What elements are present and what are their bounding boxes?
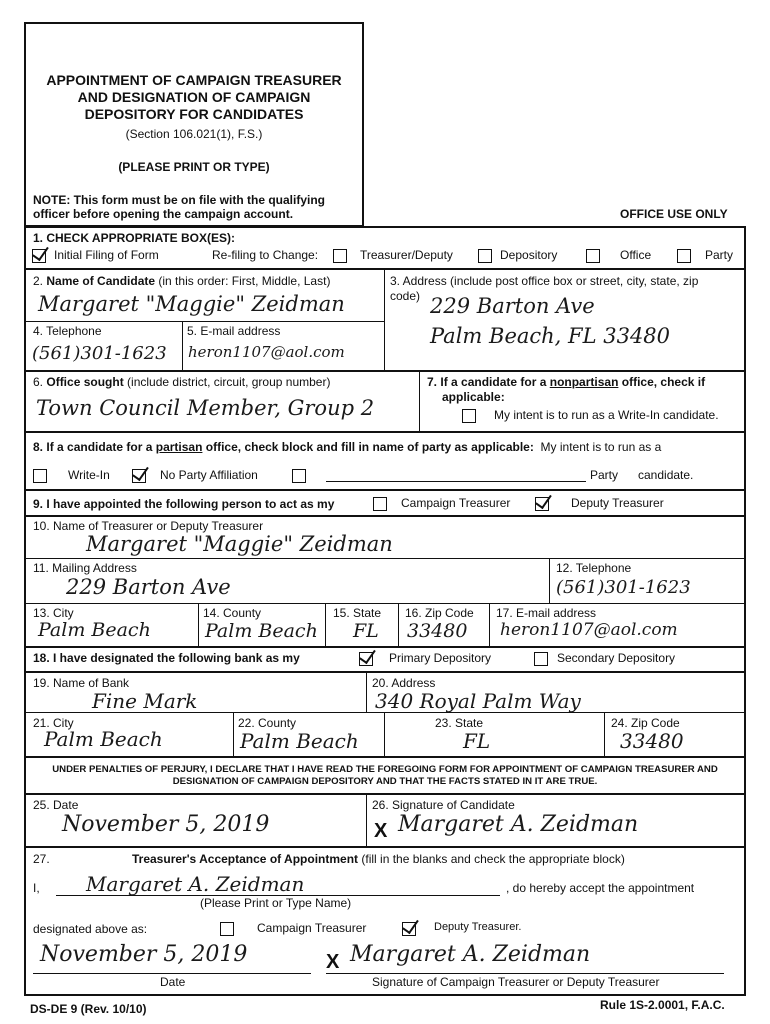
treasurer-state-field[interactable]: FL bbox=[353, 620, 379, 642]
initial-filing-checkbox[interactable] bbox=[32, 249, 46, 263]
candidate-address-line1[interactable]: 229 Barton Ave bbox=[430, 294, 595, 318]
print-note: (PLEASE PRINT OR TYPE) bbox=[118, 160, 270, 174]
title-line-1: APPOINTMENT OF CAMPAIGN TREASURER bbox=[46, 72, 342, 88]
depository-label: Depository bbox=[500, 248, 558, 262]
s27-num: 27. bbox=[33, 852, 50, 866]
s27-accept-text: , do hereby accept the appointment bbox=[506, 881, 695, 895]
s1-label: 1. CHECK APPROPRIATE BOX(ES): bbox=[33, 231, 236, 245]
secondary-depository-label: Secondary Depository bbox=[557, 651, 676, 665]
perjury-statement bbox=[24, 764, 746, 788]
s27-sig-caption: Signature of Campaign Treasurer or Deputy Treasurer bbox=[372, 975, 660, 989]
party-name-checkbox[interactable] bbox=[292, 469, 306, 483]
s7-label: 7. If a candidate for a nonpartisan office, check if bbox=[427, 375, 706, 389]
s24-label: 24. Zip Code bbox=[611, 716, 680, 730]
accept-deputy-treasurer-checkbox[interactable] bbox=[402, 922, 416, 936]
initial-filing-label: Initial Filing of Form bbox=[54, 248, 159, 262]
npa-label: No Party Affiliation bbox=[160, 468, 258, 482]
office-sought-field[interactable]: Town Council Member, Group 2 bbox=[36, 396, 375, 420]
office-label: Office bbox=[620, 248, 652, 262]
acceptor-sign-mark: X bbox=[326, 951, 340, 973]
candidate-word: candidate. bbox=[638, 468, 694, 482]
deputy-treasurer-checkbox[interactable] bbox=[535, 497, 549, 511]
primary-depository-checkbox[interactable] bbox=[359, 652, 373, 666]
statute-reference: (Section 106.021(1), F.S.) bbox=[125, 127, 263, 141]
candidate-date-field[interactable]: November 5, 2019 bbox=[62, 812, 270, 837]
s20-label: 20. Address bbox=[372, 676, 436, 690]
s16-label: 16. Zip Code bbox=[405, 606, 474, 620]
nonpartisan-writein-checkbox[interactable] bbox=[462, 409, 476, 423]
rule-reference: Rule 1S-2.0001, F.A.C. bbox=[600, 998, 725, 1012]
candidate-telephone-field[interactable]: (561)301-1623 bbox=[32, 343, 167, 364]
npa-checkbox[interactable] bbox=[132, 469, 146, 483]
office-checkbox[interactable] bbox=[586, 249, 600, 263]
partisan-writein-checkbox[interactable] bbox=[33, 469, 47, 483]
s11-label: 11. Mailing Address bbox=[33, 561, 137, 575]
perjury-line-2: DESIGNATION OF CAMPAIGN DEPOSITORY AND THAT THE FACTS STATED IN IT ARE TRUE. bbox=[172, 776, 598, 787]
nonpartisan-writein-label: My intent is to run as a Write-In candidate. bbox=[494, 408, 719, 422]
campaign-treasurer-label: Campaign Treasurer bbox=[401, 496, 511, 510]
s7-label-line2: applicable: bbox=[442, 390, 505, 404]
s3-label-line2: code) bbox=[390, 289, 421, 303]
s2-label: 2. Name of Candidate (in this order: First, Middle, Last) bbox=[33, 274, 331, 288]
party-name-line[interactable] bbox=[326, 481, 586, 482]
treasurer-deputy-checkbox[interactable] bbox=[333, 249, 347, 263]
s15-label: 15. State bbox=[333, 606, 382, 620]
bank-name-field[interactable]: Fine Mark bbox=[92, 689, 198, 713]
refiling-label: Re-filing to Change: bbox=[212, 248, 319, 262]
bank-address-field[interactable]: 340 Royal Palm Way bbox=[375, 689, 581, 713]
bank-county-field[interactable]: Palm Beach bbox=[240, 729, 359, 753]
party-label: Party bbox=[705, 248, 734, 262]
treasurer-deputy-label: Treasurer/Deputy bbox=[360, 248, 453, 262]
s14-label: 14. County bbox=[203, 606, 262, 620]
acceptor-date-field[interactable]: November 5, 2019 bbox=[40, 942, 248, 967]
partisan-writein-label: Write-In bbox=[68, 468, 110, 482]
candidate-sign-mark: X bbox=[374, 820, 388, 842]
perjury-line-1: UNDER PENALTIES OF PERJURY, I DECLARE THAT I HAVE READ THE FOREGOING FORM FOR APPOINTMENT OF CAMPAIGN TREASURER AND bbox=[52, 764, 718, 775]
party-word: Party bbox=[590, 468, 619, 482]
acceptor-signature[interactable]: Margaret A. Zeidman bbox=[350, 942, 591, 967]
s25-label: 25. Date bbox=[33, 798, 79, 812]
s4-label: 4. Telephone bbox=[33, 324, 102, 338]
acceptor-name-field[interactable]: Margaret A. Zeidman bbox=[86, 872, 305, 896]
s22-label: 22. County bbox=[238, 716, 297, 730]
secondary-depository-checkbox[interactable] bbox=[534, 652, 548, 666]
s23-label: 23. State bbox=[435, 716, 484, 730]
party-checkbox[interactable] bbox=[677, 249, 691, 263]
form-number: DS-DE 9 (Rev. 10/10) bbox=[30, 1002, 147, 1016]
s6-label: 6. Office sought (include district, circuit, group number) bbox=[33, 375, 331, 389]
deputy-treasurer-label: Deputy Treasurer bbox=[571, 496, 664, 510]
primary-depository-label: Primary Depository bbox=[389, 651, 492, 665]
note-line-1: NOTE: This form must be on file with the qualifying bbox=[33, 193, 326, 207]
treasurer-mailing-address-field[interactable]: 229 Barton Ave bbox=[66, 575, 231, 599]
title-line-2: AND DESIGNATION OF CAMPAIGN bbox=[77, 89, 311, 105]
office-use-label: OFFICE USE ONLY bbox=[620, 207, 728, 221]
s10-label: 10. Name of Treasurer or Deputy Treasurer bbox=[33, 519, 264, 533]
s27-i: I, bbox=[33, 881, 40, 895]
bank-zip-field[interactable]: 33480 bbox=[620, 729, 684, 753]
candidate-name-field[interactable]: Margaret "Maggie" Zeidman bbox=[38, 292, 345, 316]
s9-label: 9. I have appointed the following person to act as my bbox=[33, 497, 335, 511]
title-line-3: DEPOSITORY FOR CANDIDATES bbox=[84, 106, 304, 122]
s8-label: 8. If a candidate for a partisan office, check block and fill in name of party as applicable: My intent is to run as a bbox=[33, 440, 662, 454]
s19-label: 19. Name of Bank bbox=[33, 676, 130, 690]
treasurer-name-field[interactable]: Margaret "Maggie" Zeidman bbox=[86, 532, 393, 556]
s21-label: 21. City bbox=[33, 716, 74, 730]
note-line-2: officer before opening the campaign account. bbox=[33, 207, 294, 221]
treasurer-telephone-field[interactable]: (561)301-1623 bbox=[556, 577, 691, 598]
s17-label: 17. E-mail address bbox=[496, 606, 597, 620]
s3-label-line1: 3. Address (include post office box or street, city, state, zip bbox=[390, 274, 699, 288]
treasurer-city-field[interactable]: Palm Beach bbox=[38, 619, 151, 641]
s27-title: Treasurer's Acceptance of Appointment (fill in the blanks and check the appropriate block) bbox=[132, 852, 625, 866]
bank-city-field[interactable]: Palm Beach bbox=[44, 727, 163, 751]
accept-campaign-treasurer-checkbox[interactable] bbox=[220, 922, 234, 936]
candidate-address-line2[interactable]: Palm Beach, FL 33480 bbox=[430, 324, 671, 348]
form-title bbox=[24, 72, 364, 123]
s27-designated: designated above as: bbox=[33, 922, 148, 936]
candidate-signature[interactable]: Margaret A. Zeidman bbox=[398, 812, 639, 837]
treasurer-county-field[interactable]: Palm Beach bbox=[205, 620, 318, 642]
s27-name-caption: (Please Print or Type Name) bbox=[200, 896, 352, 910]
s5-label: 5. E-mail address bbox=[187, 324, 281, 338]
depository-checkbox[interactable] bbox=[478, 249, 492, 263]
bank-state-field[interactable]: FL bbox=[463, 729, 491, 753]
s26-label: 26. Signature of Candidate bbox=[372, 798, 515, 812]
treasurer-email-field[interactable]: heron1107@aol.com bbox=[500, 620, 678, 640]
s12-label: 12. Telephone bbox=[556, 561, 632, 575]
accept-campaign-treasurer-label: Campaign Treasurer bbox=[257, 921, 367, 935]
candidate-email-field[interactable]: heron1107@aol.com bbox=[188, 343, 345, 361]
treasurer-zip-field[interactable]: 33480 bbox=[407, 620, 468, 642]
s27-date-caption: Date bbox=[160, 975, 186, 989]
accept-deputy-treasurer-label: Deputy Treasurer. bbox=[434, 921, 522, 933]
campaign-treasurer-checkbox[interactable] bbox=[373, 497, 387, 511]
s18-label: 18. I have designated the following bank as my bbox=[33, 651, 300, 665]
s13-label: 13. City bbox=[33, 606, 74, 620]
